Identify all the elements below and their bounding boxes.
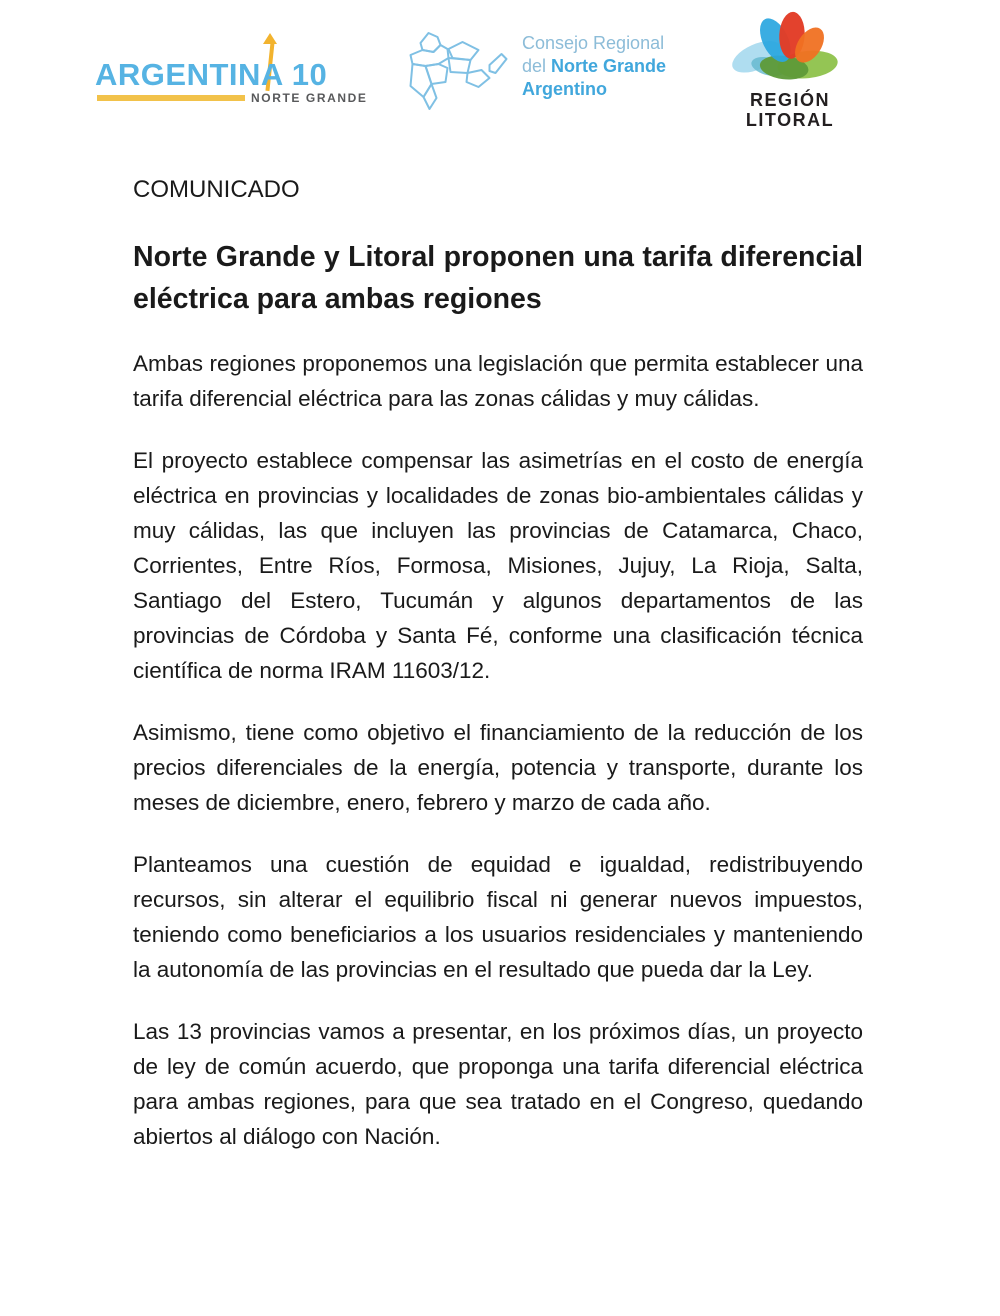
litoral-line1: REGIÓN bbox=[749, 90, 830, 110]
litoral-line2: LITORAL bbox=[745, 110, 835, 130]
litoral-flower-icon bbox=[730, 8, 850, 88]
yellow-underline-bar bbox=[97, 95, 245, 101]
kicker-comunicado: COMUNICADO bbox=[133, 176, 300, 203]
header-logos bbox=[0, 0, 1000, 150]
consejo-line1: Consejo Regional bbox=[522, 33, 665, 53]
paragraph-2: El proyecto establece compensar las asimetrías en el costo de energía eléctrica en provincias y localidades de zonas bio-ambientales cálidas y muy cálidas, las que incluyen las provincias de Catamarca, Chaco, Corrientes, Entre Ríos, Formosa, Misiones, Jujuy, La Rioja, Salta, Santiago del Estero, Tucumán y algunos departamentos de las provincias de Córdoba y Santa Fé, conforme una clasificación técnica científica de norma IRAM 11603/12. bbox=[133, 448, 863, 683]
norte-grande-map-icon bbox=[398, 23, 513, 113]
region-litoral-name bbox=[722, 90, 858, 130]
consejo-regional-logo bbox=[398, 18, 693, 123]
region-litoral-logo bbox=[722, 8, 858, 133]
page-title: Norte Grande y Litoral proponen una tarifa diferencial eléctrica para ambas regiones bbox=[133, 241, 863, 315]
paragraph-1: Ambas regiones proponemos una legislación que permita establecer una tarifa diferencial eléctrica para las zonas cálidas y muy cálidas. bbox=[133, 351, 863, 411]
paragraph-5: Las 13 provincias vamos a presentar, en los próximos días, un proyecto de ley de común acuerdo, que proponga una tarifa diferencial eléctrica para ambas regiones, para que sea tratado en el Congreso, quedando abiertos al diálogo con Nación. bbox=[133, 1019, 863, 1149]
consejo-regional-text bbox=[522, 32, 666, 101]
consejo-line2: del Norte Grande bbox=[522, 56, 667, 76]
norte-grande-subtitle: NORTE GRANDE bbox=[251, 91, 368, 105]
document-body bbox=[133, 176, 863, 1154]
argentina10-wordmark: ARGENTINA 10 bbox=[95, 57, 328, 92]
paragraph-4: Planteamos una cuestión de equidad e igualdad, redistribuyendo recursos, sin alterar el equilibrio fiscal ni generar nuevos impuestos, teniendo como beneficiarios a los usuarios residenciales y manteniendo la autonomía de las provincias en el resultado que pueda dar la Ley. bbox=[133, 852, 863, 982]
paragraph-3: Asimismo, tiene como objetivo el financiamiento de la reducción de los precios diferenciales de la energía, potencia y transporte, durante los meses de diciembre, enero, febrero y marzo de cada año. bbox=[133, 720, 863, 815]
consejo-line3: Argentino bbox=[522, 79, 607, 99]
argentina10-logo bbox=[95, 15, 368, 115]
